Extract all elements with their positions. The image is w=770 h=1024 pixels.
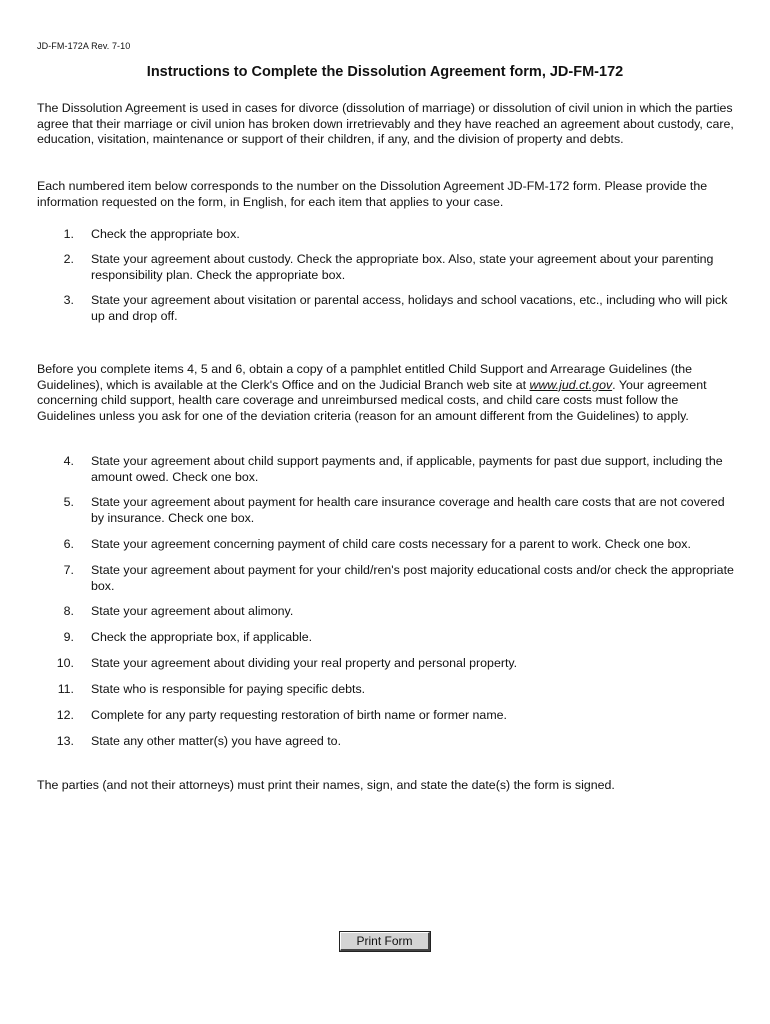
item-number: 5. — [63, 495, 74, 509]
judicial-website-link[interactable]: www.jud.ct.gov — [529, 377, 613, 392]
item-text: Check the appropriate box. — [91, 227, 240, 241]
page-title: Instructions to Complete the Dissolution Agreement form, JD-FM-172 — [146, 64, 624, 80]
item-text: State your agreement about payment for health care insurance coverage and health care costs that are not covered by insurance. Check one box. — [91, 495, 725, 525]
item-number: 9. — [63, 630, 74, 644]
item-text: State your agreement about child support payments and, if applicable, payments for past due support, including the amount owed. Check one box. — [91, 454, 723, 484]
item-number: 11. — [57, 682, 74, 696]
instructions-paragraph: Each numbered item below corresponds to the number on the Dissolution Agreement JD-FM-172 form. Please provide the information requested on the form, in English, for each item that applies to your case. — [37, 179, 708, 209]
item-text: State your agreement about payment for your child/ren's post majority educational costs and/or check the appropriate box. — [91, 563, 734, 593]
item-text: State your agreement about custody. Check the appropriate box. Also, state your agreement about your parenting responsibility plan. Check the appropriate box. — [91, 252, 714, 282]
item-text: State your agreement about alimony. — [91, 604, 294, 618]
item-number: 7. — [63, 563, 74, 577]
item-number: 1. — [63, 227, 74, 241]
guidelines-text-continued: . Your agreement concerning child support, health care coverage and unreimbursed medical costs, and child care costs must follow the Guidelines unless you ask for one of the deviation criteria (reason for an amount different from the Guidelines) to apply. — [37, 377, 707, 423]
item-text: Check the appropriate box, if applicable. — [91, 630, 313, 644]
item-number: 10. — [56, 656, 74, 670]
item-text: Complete for any party requesting restoration of birth name or former name. — [91, 708, 507, 722]
item-number: 6. — [63, 537, 74, 551]
item-number: 8. — [63, 604, 74, 618]
item-number: 12. — [56, 708, 74, 722]
item-number: 3. — [63, 293, 74, 307]
item-text: State who is responsible for paying specific debts. — [91, 682, 366, 696]
item-number: 4. — [63, 454, 74, 468]
closing-paragraph: The parties (and not their attorneys) must print their names, sign, and state the date(s) the form is signed. — [37, 778, 615, 792]
print-form-button[interactable]: Print Form — [340, 932, 430, 951]
item-text: State any other matter(s) you have agreed to. — [91, 734, 342, 748]
guidelines-paragraph — [37, 362, 737, 424]
guidelines-text: Before you complete items 4, 5 and 6, obtain a copy of a pamphlet entitled Child Support and Arrearage Guidelines (the Guidelines), which is available at the Clerk's Office and on the Judicial Branch web site at — [37, 362, 693, 392]
form-id: JD-FM-172A Rev. 7-10 — [37, 41, 131, 51]
item-text: State your agreement about dividing your real property and personal property. — [91, 656, 518, 670]
item-text: State your agreement about visitation or parental access, holidays and school vacations, etc., including who will pick up and drop off. — [91, 293, 728, 323]
item-text: State your agreement concerning payment of child care costs necessary for a parent to work. Check one box. — [91, 537, 691, 551]
item-number: 13. — [56, 734, 74, 748]
item-number: 2. — [63, 252, 74, 266]
intro-paragraph: The Dissolution Agreement is used in cases for divorce (dissolution of marriage) or dissolution of civil union in which the parties agree that their marriage or civil union has broken down irretrievably and they have reached an agreement about custody, care, education, visitation, maintenance or support of their children, if any, and the division of property and debts. — [37, 101, 734, 147]
